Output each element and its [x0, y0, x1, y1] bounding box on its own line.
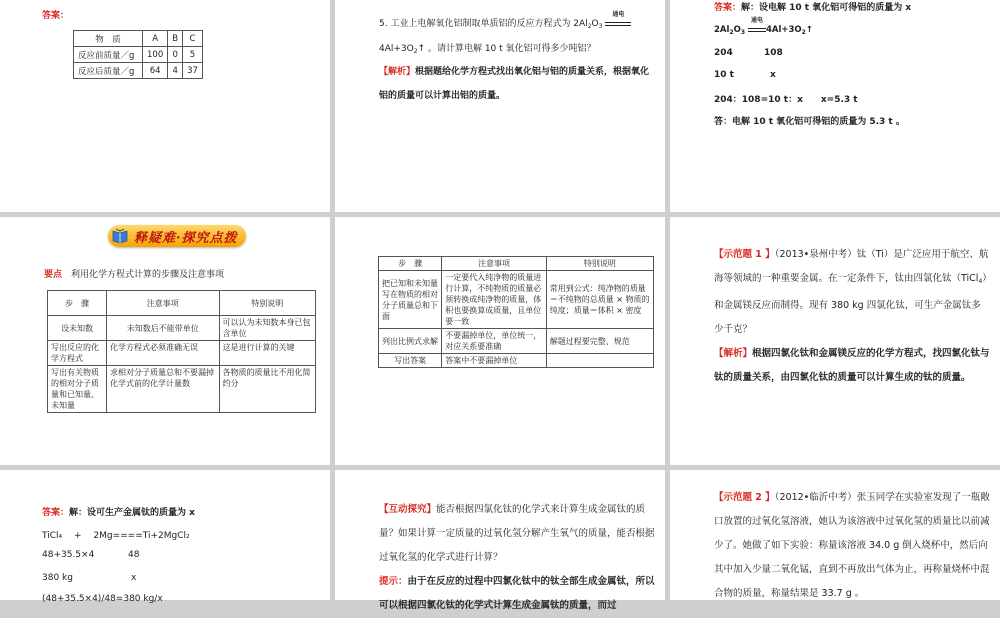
analysis-block: [379, 60, 655, 108]
slide-1[interactable]: [0, 0, 330, 212]
table-row: [74, 63, 203, 79]
table-row: [379, 354, 654, 368]
equation-text: 4Al+3O: [765, 25, 802, 35]
arrow-condition: 通电: [750, 17, 763, 24]
table-cell: 100: [143, 47, 168, 63]
subscript: 2: [801, 29, 806, 36]
reaction-arrow: [605, 11, 631, 26]
subscript: 2: [729, 29, 734, 36]
table-cell: 写出反应的化学方程式: [48, 341, 107, 366]
inquiry-label: 【互动探究】: [379, 504, 437, 515]
example-text: ）和金属镁反应而制得。现有 380 kg 四氯化钛，可生产金属钛多少千克？: [714, 273, 988, 335]
steps-table: [47, 290, 316, 413]
section-banner: [108, 225, 246, 247]
slide-8[interactable]: [335, 470, 665, 611]
analysis-text: 根据四氯化钛和金属镁反应的化学方程式，找四氯化钛与钛的质量关系，由四氯化钛的质量可以计算生成的钛的质量。: [714, 348, 990, 383]
table-cell: 各物质的质量比不用化简约分: [219, 366, 316, 413]
answer-intro-line: [42, 505, 195, 518]
subscript: 3: [740, 29, 746, 36]
table-header-cell: 步 骤: [48, 291, 107, 316]
analysis-label: 【解析】: [379, 67, 416, 77]
table-cell: 常用到公式：纯净物的质量＝不纯物的总质量 × 物质的纯度；质量＝体积 × 密度: [546, 271, 653, 329]
mass-table: [73, 30, 203, 79]
hint-text: 由于在反应的过程中四氯化钛中的钛全部生成金属钛，所以可以根据四氯化钛的化学式计算生成金属钛的质量，而过: [379, 576, 655, 611]
table-row: [48, 316, 316, 341]
table-header-row: [74, 31, 203, 47]
table-header-row: [48, 291, 316, 316]
equation-text: ↑: [805, 25, 813, 35]
known-value: 380 kg: [42, 573, 73, 583]
table-cell: 未知数后不能带单位: [106, 316, 219, 341]
equation-text: O: [733, 25, 741, 35]
table-header-cell: 注意事项: [442, 257, 547, 271]
table-cell: 解题过程要完整、规范: [546, 329, 653, 354]
equation-text: 2Al: [714, 25, 730, 35]
slide-6[interactable]: [670, 217, 1000, 465]
table-cell: 列出比例式求解: [379, 329, 442, 354]
table-cell: 5: [183, 47, 203, 63]
table-cell: 把已知和未知量写在物质的相对分子质量总和下面: [379, 271, 442, 329]
inquiry-text: 能否根据四氯化钛的化学式来计算生成金属钛的质量？如果计算一定质量的过氧化氢分解产生氧气的质量，能否根据过氧化氢的化学式进行计算？: [379, 504, 655, 563]
table-header-cell: 注意事项: [106, 291, 219, 316]
interactive-inquiry-block: [379, 498, 659, 618]
subscript: 2: [413, 48, 418, 55]
ratio-value: 48: [128, 550, 140, 560]
table-cell: 这是进行计算的关键: [219, 341, 316, 366]
table-cell: 一定要代入纯净物的质量进行计算，不纯物质的质量必须转换成纯净物的质量，体积也要换算成质量，且单位要一致: [442, 271, 547, 329]
table-cell: 设未知数: [48, 316, 107, 341]
question-text: ↑ 。请计算电解 10 t 氧化铝可得多少吨铝？: [417, 44, 596, 54]
known-value: 10 t: [714, 70, 734, 80]
table-cell: 求相对分子质量总和不要漏掉化学式前的化学计量数: [106, 366, 219, 413]
slide-4[interactable]: [0, 217, 330, 465]
ratio-value: 108: [764, 48, 783, 58]
table-cell: 4: [168, 63, 183, 79]
table-cell: 化学方程式必须准确无误: [106, 341, 219, 366]
question-text: O: [591, 19, 599, 29]
table-cell: 答案中不要漏掉单位: [442, 354, 547, 368]
answer-intro: 解：设电解 10 t 氧化铝可得铝的质量为 x: [741, 3, 912, 13]
example-text: （2013•泉州中考）钛（Ti）是广泛应用于航空、航海等领域的一种重要金属。在一定条件下，钛由四氯化钛（TiCl: [714, 249, 989, 284]
table-header-cell: 特别说明: [219, 291, 316, 316]
table-row: [379, 329, 654, 354]
slide-7[interactable]: [0, 470, 330, 604]
reaction-arrow: [748, 17, 766, 32]
table-row: [48, 366, 316, 413]
subscript: 2: [587, 23, 592, 30]
example-block: [714, 243, 990, 390]
table-cell: 可以认为未知数本身已包含单位: [219, 316, 316, 341]
table-header-cell: 步 骤: [379, 257, 442, 271]
point-label: 要点: [44, 270, 63, 280]
slide-5[interactable]: [335, 217, 665, 465]
banner-title: 释疑难·探究点拨: [134, 231, 238, 246]
answer-label: 答案：: [42, 11, 70, 21]
question-text: 4Al+3O: [379, 44, 414, 54]
question-line-1: [379, 11, 631, 30]
point-line: [44, 267, 224, 280]
question-text: 5. 工业上电解氧化铝制取单质铝的反应方程式为 2Al: [379, 19, 588, 29]
table-cell: 37: [183, 63, 203, 79]
answer-intro: 解：设可生产金属钛的质量为 x: [69, 508, 195, 518]
question-line-2: [379, 41, 596, 55]
equation-line: TiCl₄ + 2Mg====Ti+2MgCl₂: [42, 531, 190, 541]
ratio-value: 48+35.5×4: [42, 550, 95, 560]
subscript: 3: [598, 23, 603, 30]
analysis-label: 【解析】: [714, 348, 753, 359]
table-cell: 反应前质量／g: [74, 47, 143, 63]
proportion-line: (48+35.5×4)/48=380 kg/x: [42, 594, 163, 604]
example-label: 【示范题 2 】: [714, 492, 775, 503]
unknown-value: x: [131, 573, 137, 583]
table-cell: 64: [143, 63, 168, 79]
answer-line: 答：电解 10 t 氧化铝可得铝的质量为 5.3 t 。: [714, 117, 905, 127]
arrow-condition: 通电: [612, 11, 625, 18]
table-row: [48, 341, 316, 366]
answer-label: 答案：: [42, 508, 70, 518]
answer-label: 答案：: [714, 3, 742, 13]
table-cell: 写出有关物质的相对分子质量和已知量、未知量: [48, 366, 107, 413]
book-icon: [112, 228, 128, 243]
ratio-value: 204: [714, 48, 733, 58]
slide-3[interactable]: [670, 0, 1000, 212]
table-cell: 反应后质量／g: [74, 63, 143, 79]
table-header-cell: 物 质: [74, 31, 143, 47]
table-header-cell: 特别说明: [546, 257, 653, 271]
table-cell: [546, 354, 653, 368]
point-text: 利用化学方程式计算的步骤及注意事项: [71, 270, 225, 280]
table-header-cell: A: [143, 31, 168, 47]
example-block: [714, 486, 992, 606]
table-cell: 0: [168, 47, 183, 63]
table-cell: 写出答案: [379, 354, 442, 368]
table-header-cell: B: [168, 31, 183, 47]
answer-intro-line: [714, 0, 911, 13]
table-header-row: [379, 257, 654, 271]
example-text: （2012•临沂中考）张玉同学在实验室发现了一瓶敞口放置的过氧化氢溶液，她认为该溶液中过氧化氢的质量比以前减少了。她做了如下实验：称量该溶液 34.0 g 倒入烧杯中，然后向其中加入少量二氧化锰，直到不再放出气体为止，再称量烧杯中混合物的质量，称量结果是 33.7 g 。: [714, 492, 990, 599]
unknown-value: x: [770, 70, 776, 80]
equation-line: [714, 17, 813, 36]
table-header-cell: C: [183, 31, 203, 47]
hint-label: 提示：: [379, 576, 408, 587]
slide-2[interactable]: [335, 0, 665, 212]
proportion-line: 204：108=10 t：x x=5.3 t: [714, 95, 858, 105]
steps-table-continued: [378, 256, 654, 368]
table-row: [379, 271, 654, 329]
table-cell: 不要漏掉单位，单位统一，对应关系要准确: [442, 329, 547, 354]
example-label: 【示范题 1 】: [714, 249, 775, 260]
subscript: 4: [978, 278, 983, 285]
slide-9[interactable]: [670, 470, 1000, 600]
table-row: [74, 47, 203, 63]
analysis-text: 根据题给化学方程式找出氧化铝与铝的质量关系，根据氧化铝的质量可以计算出铝的质量。: [379, 67, 650, 101]
